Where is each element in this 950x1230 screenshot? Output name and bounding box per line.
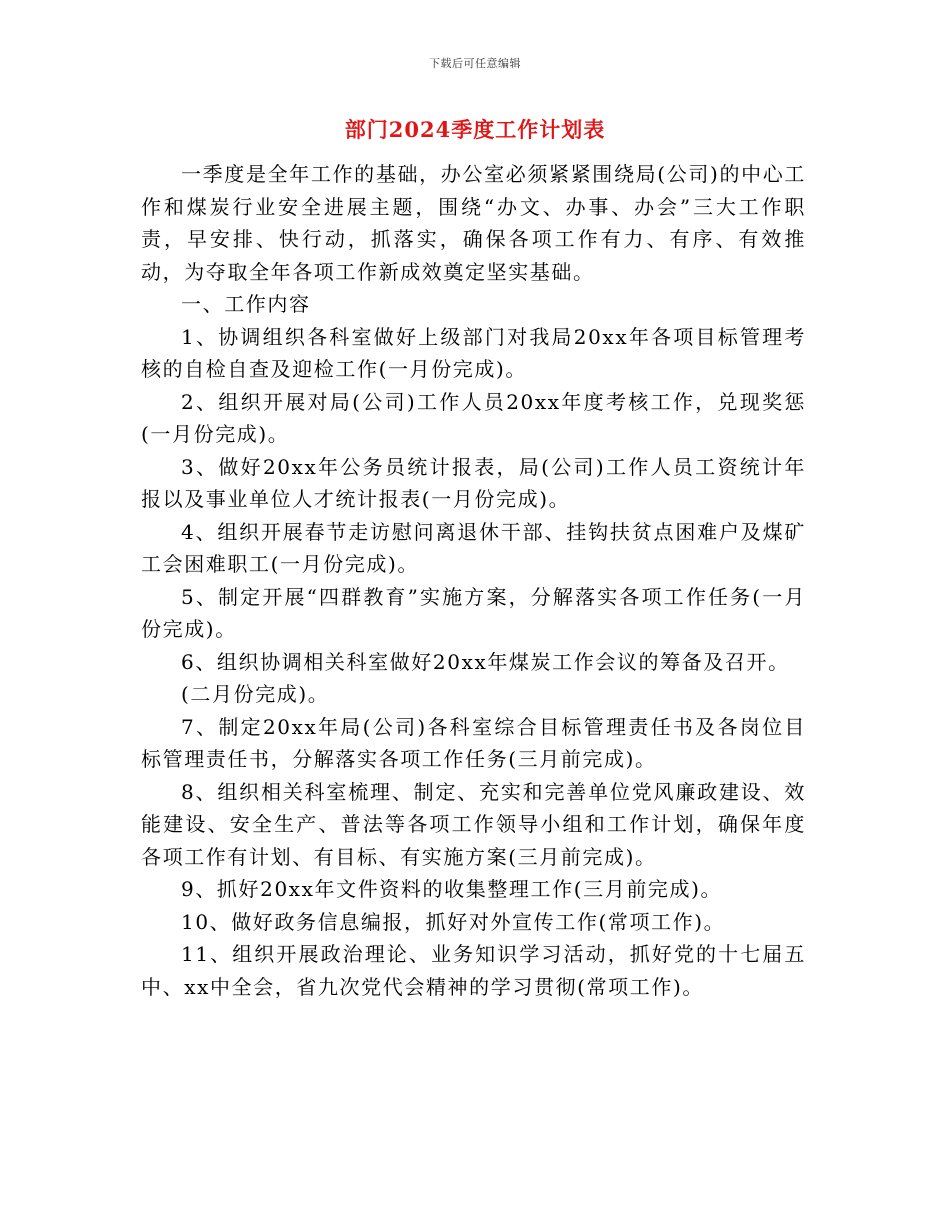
section-heading: 一、工作内容 [181,292,311,316]
list-item: 2、组织开展对局(公司)工作人员20xx年度考核工作，兑现奖惩(一月份完成)。 [141,389,806,446]
list-item: 4、组织开展春节走访慰问离退休干部、挂钩扶贫点困难户及煤矿工会困难职工(一月份完成)。 [141,519,806,576]
list-item: 3、做好20xx年公务员统计报表，局(公司)工作人员工资统计年报以及事业单位人才统计报表(一月份完成)。 [141,454,806,511]
list-item: 1、协调组织各科室做好上级部门对我局20xx年各项目标管理考核的自检自查及迎检工作(一月份完成)。 [141,324,806,381]
list-item-continuation: (二月份完成)。 [181,682,330,706]
list-item: 6、组织协调相关科室做好20xx年煤炭工作会议的筹备及召开。 [181,649,790,674]
document-body [141,158,806,1003]
list-item: 11、组织开展政治理论、业务知识学习活动，抓好党的十七届五中、xx中全会，省九次党代会精神的学习贯彻(常项工作)。 [141,942,806,999]
header-note: 下载后可任意编辑 [429,57,521,70]
list-item: 8、组织相关科室梳理、制定、充实和完善单位党风廉政建设、效能建设、安全生产、普法等各项工作领导小组和工作计划，确保年度各项工作有计划、有目标、有实施方案(三月前完成)。 [141,779,806,869]
document-title: 部门2024季度工作计划表 [344,117,606,142]
list-item: 7、制定20xx年局(公司)各科室综合目标管理责任书及各岗位目标管理责任书，分解落实各项工作任务(三月前完成)。 [141,714,806,771]
list-item: 10、做好政务信息编报，抓好对外宣传工作(常项工作)。 [181,909,726,934]
list-item: 9、抓好20xx年文件资料的收集整理工作(三月前完成)。 [181,877,723,901]
list-item: 5、制定开展“四群教育”实施方案，分解落实各项工作任务(一月份完成)。 [141,584,806,641]
intro-paragraph: 一季度是全年工作的基础，办公室必须紧紧围绕局(公司)的中心工作和煤炭行业安全进展主题，围绕“办文、办事、办会”三大工作职责，早安排、快行动，抓落实，确保各项工作有力、有序、有效推动，为夺取全年各项工作新成效奠定坚实基础。 [141,162,806,284]
